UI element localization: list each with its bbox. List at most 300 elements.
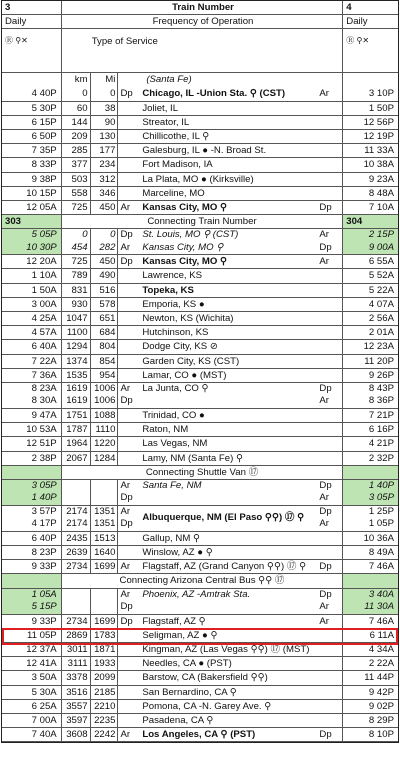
arr-dep-marker — [118, 340, 140, 353]
timetable — [1, 0, 399, 743]
station-name: Lamy, NM (Santa Fe) ⚲ — [142, 452, 244, 464]
km-value: 3011 — [62, 643, 91, 656]
mi-value: 450 — [91, 201, 119, 214]
arr-dep-marker — [319, 437, 343, 450]
departure-time: 9 33P — [2, 615, 62, 628]
mi-value: 312 — [91, 173, 119, 186]
mi-value: 1783 — [91, 629, 119, 642]
station-row — [2, 355, 398, 369]
km-value: 3378 — [62, 671, 91, 684]
arr-dep-marker — [118, 657, 140, 670]
station-name: Needles, CA ● (PST) — [142, 658, 232, 670]
station-name: Kingman, AZ (Las Vegas ⚲⚲) ⑰ (MST) — [142, 644, 310, 655]
arr-dep-marker — [319, 423, 343, 436]
arr-dep-marker — [118, 629, 140, 642]
connecting-right-number — [343, 466, 398, 479]
departure-time: 1 10A — [2, 269, 62, 282]
departure-time: 6 40A — [2, 340, 62, 353]
return-time: 9 02P — [368, 700, 394, 712]
departure-time: 3 00A — [2, 298, 62, 311]
arr-dep-marker — [118, 437, 140, 450]
arr-dep-marker: Dp Ar — [319, 589, 343, 614]
arr-dep-marker — [118, 130, 140, 143]
station-row — [2, 255, 398, 269]
station-name: Dodge City, KS ⊘ — [142, 341, 218, 353]
departure-time: 6 15P — [2, 116, 62, 129]
km-value: 930 — [62, 298, 91, 311]
arr-dep-marker — [319, 326, 343, 339]
arr-dep-marker — [319, 671, 343, 684]
right-train-number: 4 — [346, 2, 352, 13]
station-row — [2, 480, 398, 506]
km-value: 2639 — [62, 546, 91, 559]
station-name: Kansas City, MO ⚲ — [142, 256, 228, 268]
return-time: 7 21P — [368, 409, 394, 421]
km-value — [62, 480, 91, 505]
return-time: 7 46A — [368, 561, 394, 573]
station-name: La Junta, CO ⚲ — [142, 382, 209, 394]
station-row — [2, 144, 398, 158]
return-time: 10 38A — [363, 159, 394, 171]
mi-label: Mi — [91, 73, 119, 87]
arr-dep-marker: Ar Dp — [120, 505, 133, 530]
km-value: 2435 — [62, 532, 91, 545]
mi-value: 1699 — [91, 560, 119, 573]
departure-time: 7 36A — [2, 369, 62, 382]
km-value: 144 — [62, 116, 91, 129]
departure-time: 12 20A — [2, 255, 62, 268]
station-row — [2, 629, 398, 643]
station-row — [2, 409, 398, 423]
return-time: 12 56P — [363, 116, 394, 128]
departure-time: 6 50P — [2, 130, 62, 143]
return-time: 5 52A — [368, 270, 394, 282]
station-name: Chillicothe, IL ⚲ — [142, 130, 210, 142]
departure-time: 5 30A — [2, 686, 62, 699]
arr-dep-marker — [118, 102, 140, 115]
left-service-icons — [2, 29, 62, 72]
return-time: 12 23A — [363, 341, 394, 353]
mi-value: 1699 — [91, 615, 119, 628]
arr-dep-marker — [118, 144, 140, 157]
departure-time: 4 40P — [2, 87, 62, 100]
departure-time: 12 51P — [2, 437, 62, 450]
return-time: 6 11A — [369, 629, 394, 641]
schedule-rows — [2, 87, 398, 742]
departure-time: 4 25A — [2, 312, 62, 325]
return-time: 4 07A — [368, 298, 394, 310]
arr-dep-marker: Dp Ar — [319, 480, 343, 505]
departure-time: 10 53A — [2, 423, 62, 436]
mi-value — [91, 589, 119, 614]
km-value: 2869 — [62, 629, 91, 642]
return-time: 12 19P — [363, 130, 394, 142]
arr-dep-marker — [118, 532, 140, 545]
station-row — [2, 506, 398, 532]
arr-dep-marker: Ar — [319, 255, 343, 268]
station-name: Marceline, MO — [142, 187, 205, 199]
return-time: 2 22A — [368, 658, 394, 670]
return-time: 11 44P — [364, 672, 394, 684]
arr-dep-marker — [319, 369, 343, 382]
connecting-title: Connecting Arizona Central Bus ⚲⚲ ⑰ — [62, 574, 344, 587]
station-name: Santa Fe, NM — [142, 479, 202, 491]
departure-time: 3 05P 1 40P — [2, 480, 62, 505]
station-name: Pasadena, CA ⚲ — [142, 714, 214, 726]
mi-value: 90 — [91, 116, 119, 129]
mi-value: 1513 — [91, 532, 119, 545]
sleeper-icon: ⚲ — [15, 36, 22, 46]
frequency-title: Frequency of Operation — [62, 15, 344, 28]
left-train-number: 3 — [2, 1, 62, 14]
station-row — [2, 284, 398, 298]
arr-dep-marker — [118, 671, 140, 684]
station-row — [2, 615, 398, 629]
departure-time: 12 05A — [2, 201, 62, 214]
connecting-left-number — [2, 574, 62, 587]
mi-value: 1110 — [91, 423, 119, 436]
return-time: 8 43P 8 36P — [368, 382, 394, 407]
arr-dep-marker — [118, 187, 140, 200]
arr-dep-marker — [118, 269, 140, 282]
return-time: 4 21P — [368, 438, 394, 450]
station-name: Emporia, KS ● — [142, 298, 205, 310]
return-time: 10 36A — [363, 532, 394, 544]
arr-dep-marker — [319, 340, 343, 353]
arr-dep-marker — [118, 714, 140, 727]
mi-value: 1351 1351 — [91, 506, 119, 531]
station-name: Topeka, KS — [142, 284, 194, 296]
departure-time: 11 05P — [2, 629, 62, 642]
arr-dep-marker: Dp — [319, 560, 343, 573]
station-row — [2, 657, 398, 671]
km-value: 503 — [62, 173, 91, 186]
arr-dep-marker: Ar — [120, 561, 131, 573]
arr-dep-marker: Dp — [120, 615, 133, 627]
arr-dep-marker — [319, 269, 343, 282]
return-time: 8 10P — [368, 729, 394, 741]
mi-value: 346 — [91, 187, 119, 200]
station-row — [2, 312, 398, 326]
arr-dep-marker: Ar Dp — [319, 229, 343, 254]
station-row — [2, 269, 398, 283]
departure-time: 9 47A — [2, 409, 62, 422]
km-value: 0 454 — [62, 229, 91, 254]
mi-value: 2210 — [91, 700, 119, 713]
arr-dep-marker — [319, 546, 343, 559]
right-frequency: Daily — [346, 16, 368, 28]
station-name: Joliet, IL — [142, 102, 179, 114]
return-time: 2 32P — [368, 452, 394, 464]
station-row — [2, 546, 398, 560]
mi-value: 954 — [91, 369, 119, 382]
connecting-left-number: 303 — [2, 215, 62, 228]
return-time: 2 01A — [368, 327, 394, 339]
header-train-number-row — [2, 1, 398, 15]
arr-dep-marker: Dp — [120, 88, 133, 100]
km-value: 1535 — [62, 369, 91, 382]
arr-dep-marker — [118, 116, 140, 129]
station-name: St. Louis, MO ⚲ (CST) Kansas City, MO ⚲ — [142, 229, 239, 253]
departure-time: 4 57A — [2, 326, 62, 339]
km-value: 558 — [62, 187, 91, 200]
connecting-row — [2, 574, 398, 588]
station-name: Raton, NM — [142, 424, 189, 436]
arr-dep-marker: Dp — [319, 201, 343, 214]
station-name: La Plata, MO ● (Kirksville) — [142, 173, 254, 185]
km-value: 1294 — [62, 340, 91, 353]
arr-dep-marker — [319, 102, 343, 115]
departure-time: 8 23A 8 30A — [2, 383, 62, 408]
arr-dep-marker — [319, 452, 343, 465]
station-row — [2, 589, 398, 615]
km-value: 1619 1619 — [62, 383, 91, 408]
return-time: 2 15P 9 00A — [343, 229, 398, 254]
arr-dep-marker — [118, 369, 140, 382]
return-time: 9 23A — [368, 173, 394, 185]
arr-dep-marker — [319, 173, 343, 186]
station-name: Seligman, AZ ● ⚲ — [142, 629, 218, 641]
arr-dep-marker: Dp Ar — [319, 383, 343, 408]
right-service-icons — [343, 29, 398, 72]
arr-dep-marker — [118, 700, 140, 713]
mi-value: 38 — [91, 102, 119, 115]
mi-value: 130 — [91, 130, 119, 143]
arr-dep-marker — [118, 409, 140, 422]
departure-time: 7 22A — [2, 355, 62, 368]
station-name: Barstow, CA (Bakersfield ⚲⚲) — [142, 672, 268, 684]
km-value: 2734 — [62, 615, 91, 628]
connecting-right-number — [343, 574, 398, 587]
arr-dep-marker — [118, 326, 140, 339]
departure-time: 1 05A 5 15P — [2, 589, 62, 614]
arr-dep-marker: Ar Dp — [120, 382, 133, 407]
mi-value: 490 — [91, 269, 119, 282]
km-value: 60 — [62, 102, 91, 115]
column-units-row — [2, 73, 398, 87]
station-row — [2, 87, 398, 101]
return-time: 3 10P — [368, 88, 394, 100]
departure-time: 7 35P — [2, 144, 62, 157]
km-value: 725 — [62, 255, 91, 268]
km-value: 2734 — [62, 560, 91, 573]
station-name: Lamar, CO ● (MST) — [142, 369, 227, 381]
arr-dep-marker — [319, 714, 343, 727]
arr-dep-marker — [319, 130, 343, 143]
km-value — [62, 589, 91, 614]
return-time: 7 46A — [368, 615, 394, 627]
station-row — [2, 714, 398, 728]
arr-dep-marker: Dp Ar — [319, 506, 343, 531]
departure-time: 8 23P — [2, 546, 62, 559]
departure-time: 3 50A — [2, 671, 62, 684]
return-time: 5 22A — [368, 284, 394, 296]
arr-dep-marker: Ar — [120, 729, 131, 741]
km-value: 831 — [62, 284, 91, 297]
arr-dep-marker: Ar — [120, 201, 131, 213]
arr-dep-marker — [319, 284, 343, 297]
arr-dep-marker — [118, 546, 140, 559]
km-value: 1751 — [62, 409, 91, 422]
return-time: 8 49A — [368, 547, 394, 559]
railroad-label: (Santa Fe) — [146, 74, 192, 86]
km-value: 1100 — [62, 326, 91, 339]
station-row — [2, 116, 398, 130]
station-name: Hutchinson, KS — [142, 327, 209, 339]
dining-icon: ✕ — [362, 36, 370, 46]
return-time: 2 56A — [368, 313, 394, 324]
km-value: 789 — [62, 269, 91, 282]
departure-time: 7 00A — [2, 714, 62, 727]
km-value: 3597 — [62, 714, 91, 727]
return-time: 11 33A — [364, 145, 394, 157]
arr-dep-marker — [118, 423, 140, 436]
km-value: 285 — [62, 144, 91, 157]
return-time: 1 50P — [368, 102, 394, 114]
arr-dep-marker: Ar Dp — [120, 588, 133, 613]
km-value: 3516 — [62, 686, 91, 699]
mi-value: 0 — [91, 87, 119, 100]
connecting-title: Connecting Train Number — [62, 215, 344, 228]
mi-value — [91, 480, 119, 505]
connecting-left-number — [2, 466, 62, 479]
station-row — [2, 452, 398, 466]
connecting-title: Connecting Shuttle Van ⑰ — [62, 466, 344, 479]
station-name: Lawrence, KS — [142, 270, 203, 282]
departure-time: 10 15P — [2, 187, 62, 200]
station-name: Trinidad, CO ● — [142, 409, 205, 421]
arr-dep-marker: Dp — [319, 728, 343, 741]
station-name: Kansas City, MO ⚲ — [142, 201, 228, 213]
mi-value: 651 — [91, 312, 119, 325]
mi-value: 804 — [91, 340, 119, 353]
arr-dep-marker — [118, 298, 140, 311]
mi-value: 578 — [91, 298, 119, 311]
header-service-row — [2, 29, 398, 73]
station-row — [2, 102, 398, 116]
km-value: 725 — [62, 201, 91, 214]
station-row — [2, 728, 398, 742]
connecting-row — [2, 466, 398, 480]
station-row — [2, 643, 398, 657]
mi-value: 1006 1006 — [91, 383, 119, 408]
mi-value: 2242 — [91, 728, 119, 741]
arr-dep-marker — [319, 116, 343, 129]
station-name: Winslow, AZ ● ⚲ — [142, 547, 213, 559]
departure-time: 12 37A — [2, 643, 62, 656]
return-time: 6 55A — [368, 256, 394, 268]
station-name: Newton, KS (Wichita) — [142, 313, 234, 324]
km-value: 209 — [62, 130, 91, 143]
departure-time: 6 25A — [2, 700, 62, 713]
return-time: 8 29P — [368, 714, 394, 726]
left-frequency: Daily — [2, 15, 62, 28]
reserved-icon: Ⓡ — [5, 36, 13, 46]
station-name: San Bernardino, CA ⚲ — [142, 686, 237, 698]
station-row — [2, 383, 398, 409]
km-value: 377 — [62, 158, 91, 171]
arr-dep-marker: Ar — [319, 87, 343, 100]
station-name: Phoenix, AZ -Amtrak Sta. — [142, 588, 251, 600]
km-value: 3111 — [62, 657, 91, 670]
station-row — [2, 340, 398, 354]
return-time: 1 40P 3 05P — [343, 480, 398, 505]
return-time: 4 34A — [368, 644, 394, 655]
station-row — [2, 560, 398, 574]
km-value: 3557 — [62, 700, 91, 713]
departure-time: 3 57P 4 17P — [2, 506, 62, 531]
service-title: Type of Service — [62, 29, 344, 72]
connecting-row — [2, 215, 398, 229]
station-row — [2, 229, 398, 255]
departure-time: 9 33P — [2, 560, 62, 573]
station-name: Flagstaff, AZ (Grand Canyon ⚲⚲) ⑰ ⚲ — [142, 561, 307, 573]
arr-dep-marker — [118, 173, 140, 186]
header-frequency-row — [2, 15, 398, 29]
arr-dep-marker — [319, 158, 343, 171]
departure-time: 5 05P 10 30P — [2, 229, 62, 254]
mi-value: 2235 — [91, 714, 119, 727]
connecting-right-number: 304 — [343, 215, 398, 228]
mi-value: 684 — [91, 326, 119, 339]
station-row — [2, 130, 398, 144]
return-time: 6 16P — [368, 424, 394, 436]
mi-value: 1871 — [91, 643, 119, 656]
arr-dep-marker: Dp Ar — [120, 229, 133, 253]
train-number-title: Train Number — [62, 1, 344, 14]
station-name: Los Angeles, CA ⚲ (PST) — [142, 729, 256, 741]
arr-dep-marker — [118, 686, 140, 699]
arr-dep-marker — [118, 158, 140, 171]
reserved-icon: Ⓡ — [346, 36, 355, 46]
arr-dep-marker — [319, 355, 343, 368]
mi-value: 1933 — [91, 657, 119, 670]
station-row — [2, 369, 398, 383]
station-row — [2, 201, 398, 215]
mi-value: 2185 — [91, 686, 119, 699]
arr-dep-marker — [319, 312, 343, 325]
departure-time: 9 38P — [2, 173, 62, 186]
mi-value: 1640 — [91, 546, 119, 559]
departure-time: 1 50A — [2, 284, 62, 297]
mi-value: 2099 — [91, 671, 119, 684]
km-value: 1374 — [62, 355, 91, 368]
departure-time: 5 30P — [2, 102, 62, 115]
station-name: Streator, IL — [142, 116, 190, 128]
station-name: Fort Madison, IA — [142, 159, 213, 171]
return-time: 9 26P — [368, 369, 394, 381]
arr-dep-marker: Dp — [120, 256, 133, 268]
return-time: 3 40A 11 30A — [343, 589, 398, 614]
station-name: Chicago, IL -Union Sta. ⚲ (CST) — [142, 88, 286, 100]
station-row — [2, 326, 398, 340]
departure-time: 7 40A — [2, 728, 62, 741]
station-name: Pomona, CA -N. Garey Ave. ⚲ — [142, 700, 272, 712]
arr-dep-marker — [118, 452, 140, 465]
return-time: 9 42P — [368, 686, 394, 698]
departure-time: 12 41A — [2, 657, 62, 670]
arr-dep-marker — [319, 700, 343, 713]
arr-dep-marker — [319, 643, 343, 656]
arr-dep-marker — [118, 355, 140, 368]
dining-icon: ✕ — [21, 36, 28, 46]
station-row — [2, 700, 398, 714]
km-value: 1964 — [62, 437, 91, 450]
mi-value: 1220 — [91, 437, 119, 450]
km-value: 0 — [62, 87, 91, 100]
station-row — [2, 298, 398, 312]
km-value: 2067 — [62, 452, 91, 465]
